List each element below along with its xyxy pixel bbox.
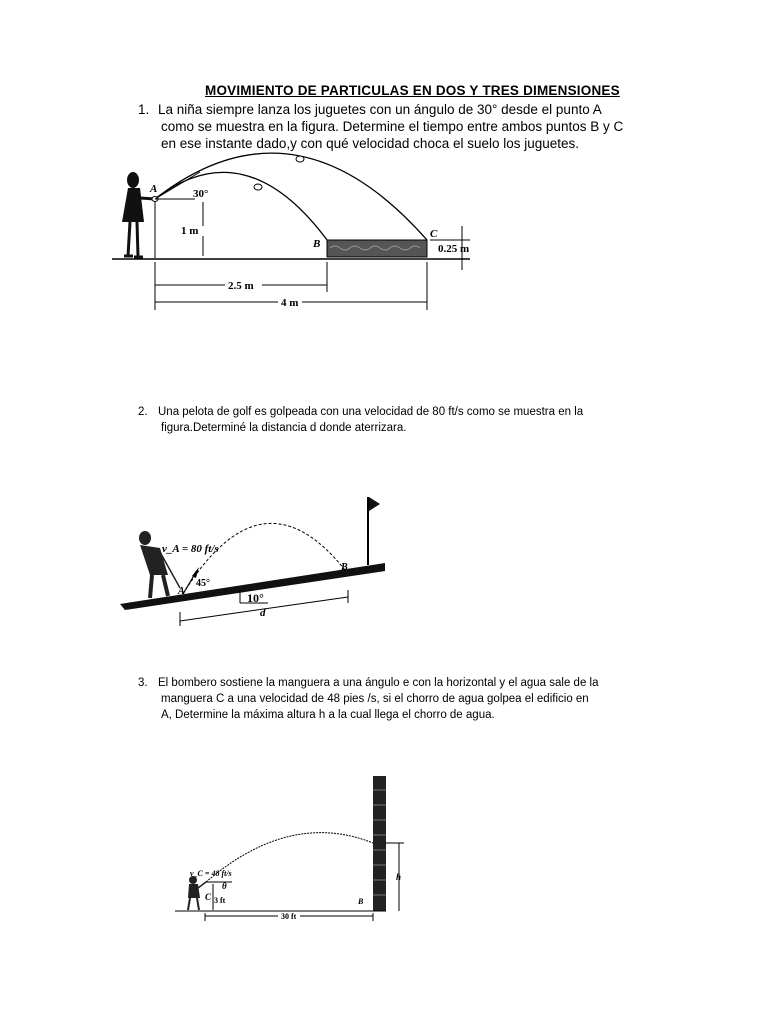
problem-1-line-1: La niña siempre lanza los juguetes con un ángulo de 30° desde el punto A (158, 102, 602, 117)
problem-1-line-3: en ese instante dado,y con qué velocidad choca el suelo los juguetes. (161, 136, 580, 151)
height-h-label: h (396, 872, 402, 882)
dist-C-label: 4 m (281, 297, 299, 309)
firefighter-figure (188, 876, 206, 910)
point-A-label: A (178, 586, 185, 597)
point-C-label: C (430, 228, 438, 240)
point-B-label: B (358, 897, 364, 906)
height-C-label: 3 ft (214, 896, 226, 905)
dist-B-label: 2.5 m (228, 280, 254, 292)
dist-label: d (260, 607, 266, 619)
problem-1-number: 1. (138, 102, 150, 117)
problem-3-line-3: A, Determine la máxima altura h a la cual llega el chorro de agua. (161, 709, 495, 721)
height-A-label: 1 m (181, 225, 199, 237)
angle-label: 30° (193, 188, 209, 200)
problem-2-line-2: figura.Determiné la distancia d donde aterrizara. (161, 422, 407, 434)
problem-2-line-1: Una pelota de golf es golpeada con una velocidad de 80 ft/s como se muestra en la (158, 406, 584, 418)
point-A-label: A (150, 183, 158, 195)
problem-3-number: 3. (138, 677, 148, 689)
problem-2-number: 2. (138, 406, 148, 418)
point-B-label: B (341, 562, 348, 573)
height-C-label: 0.25 m (438, 243, 470, 255)
angle-45-label: 45° (196, 578, 210, 589)
problem-1-line-2: como se muestra en la figura. Determine el tiempo entre ambos puntos B y C (161, 119, 624, 134)
problem-3-line-2: manguera C a una velocidad de 48 pies /s, si el chorro de agua golpea el edificio en (161, 693, 589, 705)
angle-theta-label: θ (222, 881, 227, 891)
slope-angle-label: 10° (247, 591, 264, 605)
point-B-label: B (313, 238, 321, 250)
dist-label: 30 ft (281, 912, 297, 921)
problem-3-line-1: El bombero sostiene la manguera a una ángulo e con la horizontal y el agua sale de la (158, 677, 599, 689)
page-title: MOVIMIENTO DE PARTICULAS EN DOS Y TRES DIMENSIONES (205, 83, 620, 98)
building (373, 776, 386, 911)
point-C-label: C (205, 892, 212, 902)
velocity-label: v_A = 80 ft/s (162, 543, 219, 555)
velocity-label: v_C = 48 ft/s (190, 869, 232, 878)
